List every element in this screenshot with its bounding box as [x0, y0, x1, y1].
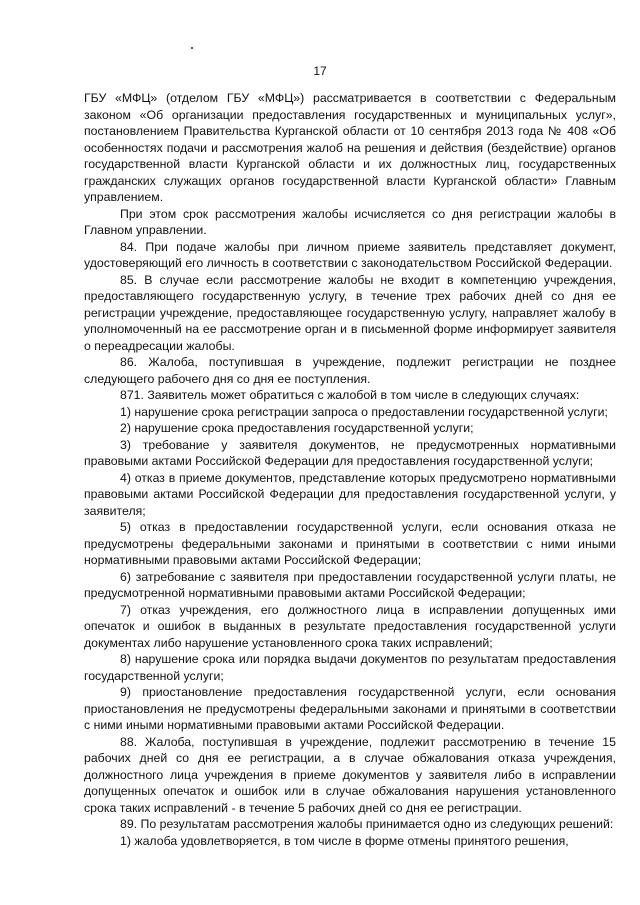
- paragraph: 89. По результатам рассмотрения жалобы принимается одно из следующих решений:: [120, 817, 614, 831]
- paragraph: ГБУ «МФЦ» (отделом ГБУ «МФЦ») рассматривается в соответствии с Федеральным законом «Об организации предоставления государственных и муниципальных услуг», постановлением Правительства Курганской области от 10 сентября 2013 года № 408 «Об особенностях подачи и рассмотрения жалоб на решения и действия (бездействие) органов государственной власти Курганской области и их должностных лиц, государственных гражданских служащих органов государственной власти Курганской области» Главным управлением.: [84, 91, 616, 204]
- paragraph: 9) приостановление предоставления государственной услуги, если основания приостановления не предусмотрены федеральными законами и принятыми в соответствии с ними иными нормативными правовыми актами Российской Федерации.: [84, 685, 616, 732]
- paragraph: 5) отказ в предоставлении государственной услуги, если основания отказа не предусмотрены федеральными законами и принятыми в соответствии с ними иными нормативными правовыми актами Российской Федерации;: [84, 520, 616, 567]
- paragraph: 88. Жалоба, поступившая в учреждение, подлежит рассмотрению в течение 15 рабочих дней со дня ее регистрации, а в случае обжалования отказа учреждения, должностного лица учреждения в приеме документов у заявителя либо в исправлении допущенных опечаток и ошибок или в случае обжалования нарушения установленного срока таких исправлений - в течение 5 рабочих дней со дня ее регистрации.: [84, 734, 616, 815]
- paragraph: 84. При подаче жалобы при личном приеме заявитель представляет документ, удостоверяющий его личность в соответствии с законодательством Российской Федерации.: [84, 239, 616, 270]
- paragraph: 1) нарушение срока регистрации запроса о предоставлении государственной услуги;: [120, 404, 608, 419]
- paragraph: 871. Заявитель может обратиться с жалобой в том числе в следующих случаях:: [120, 388, 580, 402]
- paragraph: 7) отказ учреждения, его должностного лица в исправлении допущенных ими опечаток и ошибок в выданных в результате предоставления государственной услуги документах либо нарушение установленного срока таких исправлений;: [84, 602, 616, 650]
- paragraph: 8) нарушение срока или порядка выдачи документов по результатам предоставления государственной услуги;: [84, 652, 616, 683]
- paragraph: 1) жалоба удовлетворяется, в том числе в форме отмены принятого решения,: [120, 833, 569, 848]
- paragraph: 2) нарушение срока предоставления государственной услуги;: [120, 421, 474, 435]
- document-body: [84, 90, 616, 849]
- paragraph: 6) затребование с заявителя при предоставлении государственной услуги платы, не предусмотренной нормативными правовыми актами Российской Федерации;: [84, 569, 616, 600]
- scan-speck: [191, 47, 193, 49]
- paragraph: 86. Жалоба, поступившая в учреждение, подлежит регистрации не позднее следующего рабочего дня со дня ее поступления.: [84, 355, 616, 386]
- paragraph: 3) требование у заявителя документов, не предусмотренных нормативными правовыми актами Российской Федерации для предоставления государственной услуги;: [84, 437, 616, 468]
- page-number: 17: [313, 64, 327, 78]
- paragraph: 4) отказ в приеме документов, представление которых предусмотрено нормативными правовыми актами Российской Федерации для предоставления государственной услуги, у заявителя;: [84, 470, 616, 518]
- paragraph: 85. В случае если рассмотрение жалобы не входит в компетенцию учреждения, предоставляющего государственную услугу, в течение трех рабочих дней со дня ее регистрации учреждение, предоставляющее государственную услугу, направляет жалобу в уполномоченный на ее рассмотрение орган и в письменной форме информирует заявителя о переадресации жалобы.: [84, 272, 616, 353]
- paragraph: При этом срок рассмотрения жалобы исчисляется со дня регистрации жалобы в Главном управлении.: [84, 206, 616, 237]
